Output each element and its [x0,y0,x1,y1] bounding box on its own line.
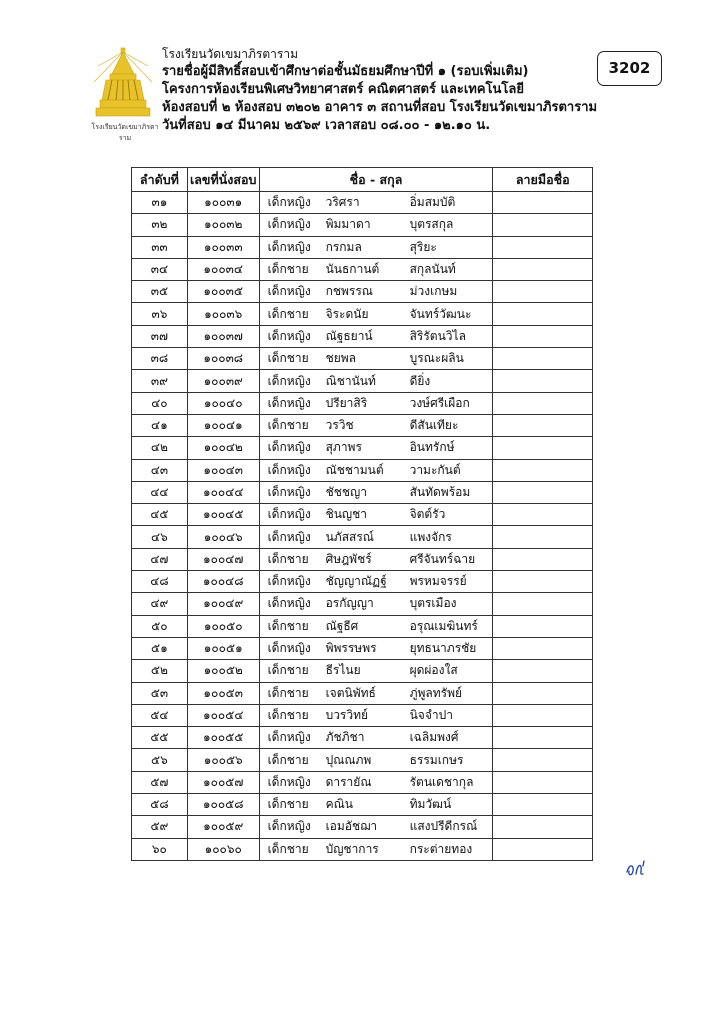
first-name: กรกมล [325,239,362,254]
table-row [132,526,593,548]
name-prefix: เด็กชาย [267,663,309,678]
exam-room-info: ห้องสอบที่ ๒ ห้องสอบ ๓๒๐๒ อาคาร ๓ สถานที่สอบ โรงเรียนวัดเขมาภิรตาราม [162,100,598,115]
first-name: ณัชชามนต์ [325,462,384,477]
table-row [132,771,593,793]
table-row [132,236,593,258]
row-number: ๓๕ [132,281,188,303]
seat-number: ๑๐๐๔๑ [187,414,259,436]
seat-number: ๑๐๐๕๒ [187,660,259,682]
exam-date-info: วันที่สอบ ๑๔ มีนาคม ๒๕๖๙ เวลาสอบ ๐๘.๐๐ - ๑๒.๑๐ น. [162,118,491,133]
name-prefix: เด็กหญิง [267,373,311,388]
row-number: ๔๒ [132,437,188,459]
first-name: คณิน [325,797,353,812]
row-number: ๕๑ [132,637,188,659]
candidate-name [259,481,493,503]
signature-cell[interactable] [493,214,593,236]
seat-number: ๑๐๐๖๐ [187,838,259,860]
table-row [132,794,593,816]
table-row [132,414,593,436]
first-name: นันธกานต์ [325,262,380,277]
name-prefix: เด็กหญิง [267,328,311,343]
table-row [132,370,593,392]
signature-cell[interactable] [493,281,593,303]
row-number: ๓๑ [132,192,188,214]
table-row [132,637,593,659]
candidate-name [259,816,493,838]
candidate-name [259,192,493,214]
name-prefix: เด็กหญิง [267,485,311,499]
row-number: ๕๙ [132,816,188,838]
first-name: ชัชชญา [325,485,367,499]
candidate-name [259,437,493,459]
first-name: ปรียาสิริ [325,395,368,410]
table-row [132,392,593,414]
table-row [132,348,593,370]
table-row [132,258,593,280]
last-name: เฉลิมพงศ์ [409,730,459,745]
name-prefix: เด็กหญิง [267,641,311,656]
table-row [132,459,593,481]
list-title: รายชื่อผู้มีสิทธิ์สอบเข้าศึกษาต่อชั้นมัธยมศึกษาปีที่ ๑ (รอบเพิ่มเติม) [162,64,529,79]
seat-number: ๑๐๐๕๖ [187,749,259,771]
last-name: บูรณะผลิน [409,351,464,366]
first-name: บัญชาการ [325,841,379,856]
signature-cell[interactable] [493,571,593,593]
row-number: ๕๖ [132,749,188,771]
row-number: ๕๗ [132,771,188,793]
table-row [132,192,593,214]
first-name: ปุณณภพ [325,752,372,767]
signature-cell[interactable] [493,593,593,615]
name-prefix: เด็กชาย [267,618,309,633]
seat-number: ๑๐๐๔๐ [187,392,259,414]
first-name: ณัฐธยาน์ [325,328,373,343]
candidate-name [259,704,493,726]
signature-cell[interactable] [493,704,593,726]
last-name: อรุณเมฆินทร์ [409,618,478,633]
candidate-rows [132,192,593,861]
row-number: ๖๐ [132,838,188,860]
seat-number: ๑๐๐๔๓ [187,459,259,481]
name-prefix: เด็กชาย [267,841,309,856]
candidate-name [259,348,493,370]
signature-cell[interactable] [493,727,593,749]
last-name: ดียิ่ง [409,373,431,388]
first-name: ณิชานันท์ [325,373,376,388]
program-name: โครงการห้องเรียนพิเศษวิทยาศาสตร์ คณิตศาสตร์ และเทคโนโลยี [162,82,524,97]
first-name: ณัฐธีศ [325,618,359,633]
seat-number: ๑๐๐๓๑ [187,192,259,214]
name-prefix: เด็กหญิง [267,239,311,254]
row-number: ๔๙ [132,593,188,615]
candidate-name [259,794,493,816]
signature-cell[interactable] [493,660,593,682]
first-name: บวรวิทย์ [325,707,369,722]
first-name: ชัญญาณัฏฐ์ [325,574,387,589]
signature-cell[interactable] [493,682,593,704]
last-name: ทิมวัฒน์ [409,797,452,812]
table-row [132,838,593,860]
first-name: นภัสสรณ์ [325,529,374,544]
table-row [132,660,593,682]
row-number: ๓๓ [132,236,188,258]
first-name: ศิษฎพัชร์ [325,551,372,566]
last-name: นิจจำปา [409,707,453,722]
candidate-name [259,303,493,325]
signature-cell[interactable] [493,481,593,503]
candidate-name [259,281,493,303]
seat-number: ๑๐๐๓๒ [187,214,259,236]
signature-cell[interactable] [493,615,593,637]
last-name: ยุทธนาภรชัย [409,641,477,656]
name-prefix: เด็กหญิง [267,529,311,544]
row-number: ๔๗ [132,548,188,570]
row-number: ๔๓ [132,459,188,481]
name-prefix: เด็กชาย [267,551,309,566]
signature-cell[interactable] [493,325,593,347]
row-number: ๔๔ [132,481,188,503]
signature-cell[interactable] [493,794,593,816]
signature-cell[interactable] [493,459,593,481]
row-number: ๓๘ [132,348,188,370]
signature-cell[interactable] [493,370,593,392]
candidate-name [259,593,493,615]
last-name: วงษ์ศรีเผือก [409,395,470,410]
seat-number: ๑๐๐๓๗ [187,325,259,347]
name-prefix: เด็กหญิง [267,217,311,232]
seat-number: ๑๐๐๓๙ [187,370,259,392]
seat-number: ๑๐๐๓๖ [187,303,259,325]
header-signature: ลายมือชื่อ [493,168,593,192]
name-prefix: เด็กชาย [267,262,309,277]
candidate-name [259,727,493,749]
seat-number: ๑๐๐๔๗ [187,548,259,570]
last-name: จันทร์วัฒนะ [409,306,472,321]
signature-cell[interactable] [493,749,593,771]
first-name: สุภาพร [325,440,362,455]
signature-cell[interactable] [493,637,593,659]
seat-number: ๑๐๐๓๕ [187,281,259,303]
seat-number: ๑๐๐๓๔ [187,258,259,280]
seat-number: ๑๐๐๕๗ [187,771,259,793]
name-prefix: เด็กหญิง [267,730,311,745]
table-row [132,504,593,526]
table-row [132,281,593,303]
table-row [132,615,593,637]
last-name: ดีสันเทียะ [409,418,459,433]
row-number: ๕๐ [132,615,188,637]
candidate-name [259,236,493,258]
candidate-name [259,392,493,414]
signature-cell[interactable] [493,348,593,370]
last-name: ม่วงเกษม [409,284,458,299]
signature-cell[interactable] [493,548,593,570]
last-name: สันทัดพร้อม [409,485,471,499]
last-name: รัตนเดชากุล [409,774,474,789]
seat-number: ๑๐๐๕๔ [187,704,259,726]
row-number: ๓๖ [132,303,188,325]
row-number: ๔๘ [132,571,188,593]
signature-cell[interactable] [493,236,593,258]
name-prefix: เด็กชาย [267,707,309,722]
table-row [132,816,593,838]
candidate-name [259,258,493,280]
table-row [132,749,593,771]
candidate-name [259,370,493,392]
header-seat: เลขที่นั่งสอบ [187,168,259,192]
signature-cell[interactable] [493,816,593,838]
name-prefix: เด็กหญิง [267,819,311,834]
candidate-name [259,571,493,593]
last-name: สกุลนันท์ [409,262,456,277]
table-row [132,303,593,325]
table-header-row [132,168,593,192]
first-name: จิระดนัย [325,306,369,321]
last-name: บุตรเมือง [409,596,457,611]
last-name: ธรรมเกษร [409,752,464,767]
seat-number: ๑๐๐๔๙ [187,593,259,615]
name-prefix: เด็กหญิง [267,774,311,789]
first-name: กชพรรณ [325,284,373,299]
name-prefix: เด็กหญิง [267,507,311,522]
seat-number: ๑๐๐๔๔ [187,481,259,503]
last-name: บุตรสกุล [409,217,454,232]
signature-cell[interactable] [493,258,593,280]
candidate-name [259,771,493,793]
table-row [132,593,593,615]
first-name: พิพรรษพร [325,641,377,656]
school-logo [92,44,154,134]
candidate-table [131,167,593,861]
table-row [132,437,593,459]
first-name: เอมอัชฌา [325,819,378,834]
row-number: ๕๒ [132,660,188,682]
name-prefix: เด็กหญิง [267,596,311,611]
seat-number: ๑๐๐๕๘ [187,794,259,816]
last-name: กระต่ายทอง [409,841,473,856]
name-prefix: เด็กหญิง [267,574,311,589]
first-name: อรกัญญา [325,596,374,611]
candidate-name [259,682,493,704]
candidate-name [259,325,493,347]
handwritten-initial [624,858,648,880]
name-prefix: เด็กชาย [267,418,309,433]
seat-number: ๑๐๐๕๑ [187,637,259,659]
first-name: เจตนิพัทธ์ [325,685,376,700]
candidate-name [259,414,493,436]
row-number: ๓๙ [132,370,188,392]
candidate-name [259,459,493,481]
name-prefix: เด็กหญิง [267,195,311,210]
seat-number: ๑๐๐๕๓ [187,682,259,704]
room-code-box: 3202 [597,51,662,86]
candidate-name [259,504,493,526]
name-prefix: เด็กชาย [267,797,309,812]
seat-number: ๑๐๐๔๘ [187,571,259,593]
signature-cell[interactable] [493,504,593,526]
seat-number: ๑๐๐๓๓ [187,236,259,258]
seat-number: ๑๐๐๕๐ [187,615,259,637]
row-number: ๓๔ [132,258,188,280]
school-name: โรงเรียนวัดเขมาภิรตาราม [162,47,298,61]
signature-cell[interactable] [493,838,593,860]
seat-number: ๑๐๐๓๘ [187,348,259,370]
table-row [132,481,593,503]
first-name: วริศรา [325,195,360,210]
name-prefix: เด็กชาย [267,752,309,767]
first-name: ชินญชา [325,507,368,522]
last-name: แพงจักร [409,529,452,544]
table-row [132,325,593,347]
candidate-name [259,615,493,637]
name-prefix: เด็กหญิง [267,284,311,299]
candidate-name [259,637,493,659]
table-row [132,571,593,593]
header-name: ชื่อ - สกุล [259,168,493,192]
seat-number: ๑๐๐๔๕ [187,504,259,526]
last-name: พรหมจรรย์ [409,574,467,589]
document-header [162,45,602,135]
last-name: แสงปรีดีกรณ์ [409,819,478,834]
signature-cell[interactable] [493,771,593,793]
name-prefix: เด็กชาย [267,306,309,321]
row-number: ๔๑ [132,414,188,436]
last-name: อินทรักษ์ [409,440,455,455]
table-row [132,704,593,726]
seat-number: ๑๐๐๕๕ [187,727,259,749]
name-prefix: เด็กหญิง [267,395,311,410]
last-name: อิ่มสมบัติ [409,195,456,210]
candidate-name [259,749,493,771]
last-name: จิตต์รัว [409,507,446,522]
first-name: ดารายัณ [325,774,372,789]
table-row [132,727,593,749]
first-name: วรวิช [325,418,354,433]
signature-cell[interactable] [493,303,593,325]
row-number: ๔๖ [132,526,188,548]
name-prefix: เด็กหญิง [267,462,311,477]
row-number: ๓๗ [132,325,188,347]
name-prefix: เด็กชาย [267,351,309,366]
table-row [132,682,593,704]
signature-cell[interactable] [493,437,593,459]
signature-cell[interactable] [493,526,593,548]
signature-cell[interactable] [493,392,593,414]
first-name: ภัชภิชา [325,730,365,745]
name-prefix: เด็กชาย [267,685,309,700]
candidate-name [259,214,493,236]
table-row [132,214,593,236]
signature-cell[interactable] [493,414,593,436]
logo-caption: โรงเรียนวัดเขมาภิรตาราม [91,123,159,142]
last-name: วามะกันต์ [409,462,461,477]
row-number: ๕๕ [132,727,188,749]
seat-number: ๑๐๐๕๙ [187,816,259,838]
header-number: ลำดับที่ [132,168,188,192]
last-name: ผุดผ่องใส [409,663,458,678]
first-name: พิมมาดา [325,217,371,232]
last-name: สิริรัตนวิไล [409,328,466,343]
row-number: ๔๕ [132,504,188,526]
first-name: ชยพล [325,351,357,366]
first-name: ธีรไนย [325,663,361,678]
last-name: สุริยะ [409,239,437,254]
row-number: ๕๔ [132,704,188,726]
row-number: ๕๘ [132,794,188,816]
last-name: ศรีจันทร์ฉาย [409,551,476,566]
table-row [132,548,593,570]
name-prefix: เด็กหญิง [267,440,311,455]
candidate-name [259,660,493,682]
signature-cell[interactable] [493,192,593,214]
seat-number: ๑๐๐๔๒ [187,437,259,459]
row-number: ๕๓ [132,682,188,704]
last-name: ภู่พูลทรัพย์ [409,685,463,700]
candidate-name [259,838,493,860]
candidate-name [259,526,493,548]
row-number: ๓๒ [132,214,188,236]
candidate-name [259,548,493,570]
row-number: ๔๐ [132,392,188,414]
seat-number: ๑๐๐๔๖ [187,526,259,548]
